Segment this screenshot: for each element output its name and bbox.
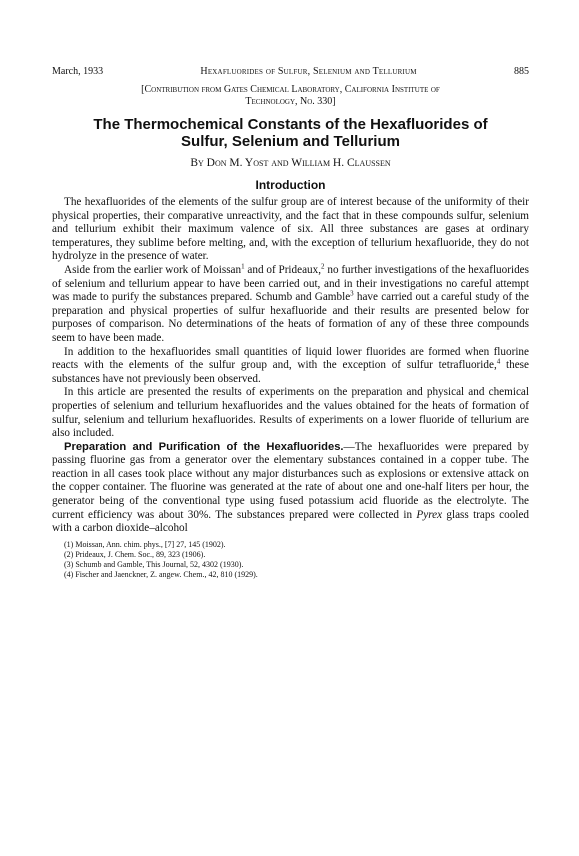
paragraph-3-part-a: In addition to the hexafluorides small quantities of liquid lower fluorides are formed when fluorine reacts with the elements of the sulfur group and, with the exception of sulfur tetrafluoride, [52, 345, 529, 372]
byline: By Don M. Yost and William H. Claussen [190, 157, 391, 169]
footnote-ref-2: 2 [321, 262, 325, 271]
footnote-ref-1: 1 [241, 262, 245, 271]
paragraph-2 [52, 264, 529, 346]
paragraph-3-part-b: these substances have not previously been observed. [52, 359, 529, 385]
paragraph-5 [52, 441, 529, 536]
paragraph-2-part-a: Aside from the earlier work of Moissan [64, 263, 242, 276]
preparation-text-a: —The hexafluorides were prepared by passing fluorine gas from a generator over the elementary substances contained in a copper tube. The reaction in all cases took place without any major disturbances such as explosions or extensive attack on the copper container. The fluorine was generated at the rate of about one and one-half liters per hour, the generator being of the conventional type using fused potassium acid fluoride as the electrolyte. The current efficiency was about 30%. The substances prepared were collected in [52, 440, 529, 521]
footnote-ref-3: 3 [350, 289, 354, 298]
preparation-heading: Preparation and Purification of the Hexafluorides. [64, 440, 344, 453]
footnotes [52, 540, 529, 580]
contribution-line-1: [Contribution from Gates Chemical Laboratory, California Institute of [141, 84, 440, 95]
contribution-line-2: Technology, No. 330] [245, 96, 336, 107]
introduction-heading: Introduction [255, 178, 326, 192]
paragraph-4: In this article are presented the results of experiments on the preparation and physical and chemical properties of selenium and tellurium hexafluorides and the values obtained for the heats of formation of sulfur, selenium and tellurium hexafluorides. Results of experiments on a lower fluoride of tellurium are also included. [52, 386, 529, 440]
footnote-4: (4) Fischer and Jaenckner, Z. angew. Chem., 42, 810 (1929). [64, 569, 258, 579]
running-head [52, 66, 529, 78]
preparation-text-b: glass traps cooled with a carbon dioxide–alcohol [52, 508, 529, 535]
footnote-3: (3) Schumb and Gamble, This Journal, 52, 4302 (1930). [64, 559, 244, 569]
paragraph-2-part-d: have carried out a careful study of the preparation and physical properties of sulfur hexafluoride and their results are presented below for purposes of comparison. No determinations of the heats of formation of any of these three compounds seem to have been made. [52, 291, 529, 344]
footnote-1: (1) Moissan, Ann. chim. phys., [7] 27, 145 (1902). [64, 539, 226, 549]
article-title [52, 116, 529, 150]
issue-date: March, 1933 [52, 66, 104, 77]
footnote-ref-4: 4 [496, 357, 501, 366]
pyrex-italic: Pyrex [416, 508, 443, 521]
contribution-note [52, 84, 529, 108]
article-body [52, 196, 529, 536]
paragraph-2-part-b: and of Prideaux, [244, 263, 322, 276]
page-number: 885 [513, 66, 529, 77]
paragraph-3 [52, 346, 529, 387]
paragraph-1: The hexafluorides of the elements of the sulfur group are of interest because of the uniformity of their physical properties, their comparative unreactivity, and the fact that in these compounds sulfur, selenium and tellurium exhibit their maximum valence of six. All three substances are gases at ordinary temperatures, they sublime before melting, and, with the exception of tellurium hexafluoride, they do not hydrolyze in the presence of water. [52, 196, 529, 263]
article-title-line-1: The Thermochemical Constants of the Hexafluorides of [93, 116, 488, 133]
paragraph-2-part-c: no further investigations of the hexafluorides of selenium and tellurium appear to have been carried out, and in their investigations no careful attempt was made to purify the substances prepared. Schumb and Gamble [52, 263, 529, 304]
running-title: Hexafluorides of Sulfur, Selenium and Tellurium [200, 66, 417, 77]
article-title-line-2: Sulfur, Selenium and Tellurium [181, 133, 400, 150]
footnote-2: (2) Prideaux, J. Chem. Soc., 89, 323 (1906). [64, 549, 206, 559]
